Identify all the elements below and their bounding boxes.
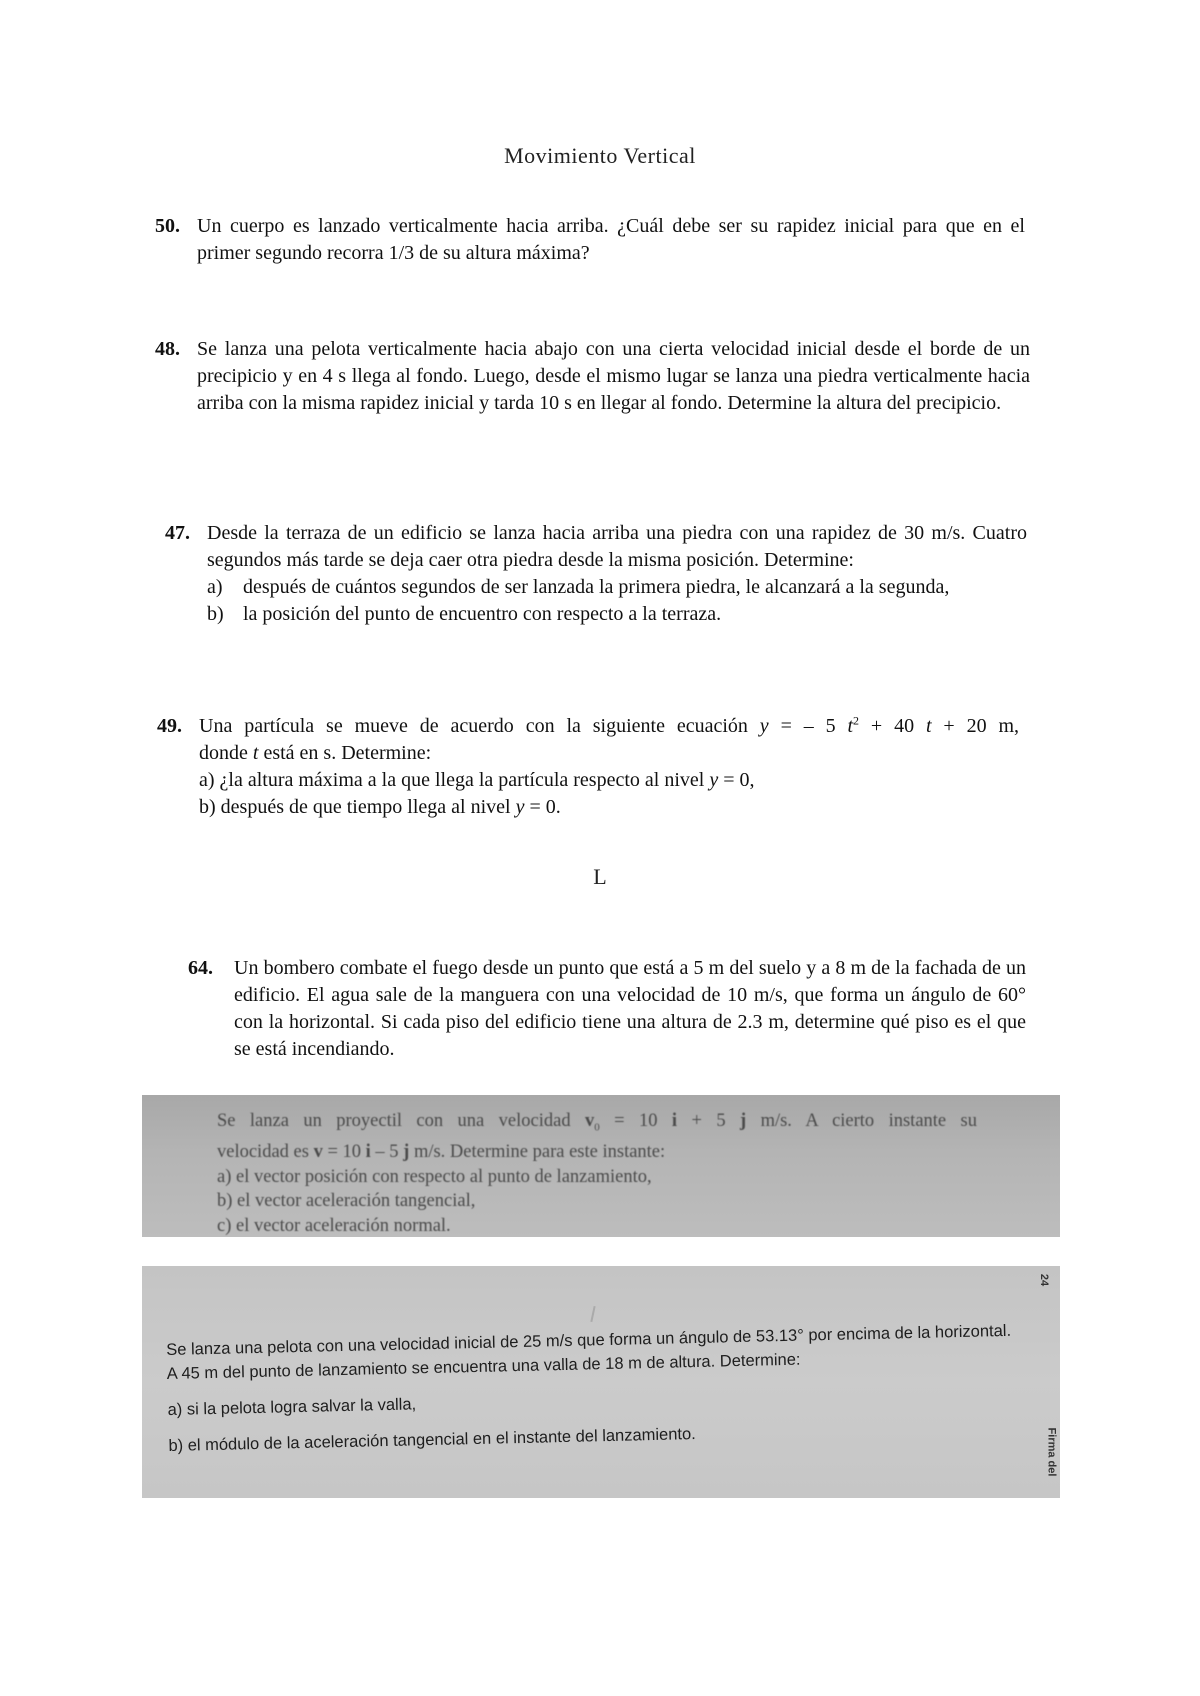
sub-item-b [199,794,1019,821]
var-t: t [847,715,854,737]
problem-47 [165,520,1027,628]
text-segment: + 20 m, [931,715,1020,737]
photo-ball-fence-problem [142,1266,1060,1498]
sub-item-a [199,767,1019,794]
problem-text: Un bombero combate el fuego desde un punto que está a 5 m del suelo y a 8 m de la fachada de un edificio. El agua sale de la manguera con una velocidad de 10 m/s, que forma un ángulo de 60° con la horizontal. Si cada piso del edificio tiene una altura de 2.3 m, determine qué piso es el que se está incendiando. [234,957,1026,1060]
text-segment: = – 5 [768,715,848,737]
item-label: b) [207,603,224,625]
text-line [217,1109,977,1140]
unit-i: i [365,1142,371,1163]
item-text: después de cuántos segundos de ser lanzada la primera piedra, le alcanzará a la segunda, [243,576,950,598]
text-segment: = 0, [718,769,755,791]
text-line [199,740,1019,767]
problem-number: 47. [165,522,190,544]
problem-48 [155,336,1030,417]
problem-number: 48. [155,338,180,360]
vector-v: v [313,1142,323,1163]
text-line: A 45 m del punto de lanzamiento se encuentra una valla de 18 m de altura. Determine: [166,1350,801,1383]
text-segment: donde [199,742,253,764]
var-t: t [252,742,259,764]
sub-item-a: a) el vector posición con respecto al punto de lanzamiento, [217,1166,652,1187]
text-segment: b) después de que tiempo llega al nivel [199,796,516,818]
text-line: Se lanza una pelota con una velocidad inicial de 25 m/s que forma un ángulo de 53.13° por encima de la horizontal. [166,1321,1012,1359]
item-text: la posición del punto de encuentro con respecto a la terraza. [243,603,722,625]
sub-item-c: c) el vector aceleración normal. [217,1215,451,1236]
side-label: Firma del [1045,1427,1058,1477]
photo-projectile-problem [142,1095,1060,1237]
text-segment: – 5 [370,1142,404,1163]
page-number: 24 [1037,1273,1050,1287]
var-t: t [925,715,932,737]
problem-text: Desde la terraza de un edificio se lanza hacia arriba una piedra con una rapidez de 30 m/s. Cuatro segundos más tarde se deja caer otra piedra desde la misma posición. Determine: [207,522,1027,571]
problem-number: 64. [188,957,213,979]
section-marker: L [593,864,607,889]
text-segment: = 10 [599,1111,672,1131]
var-y: y [515,796,525,818]
problem-50 [155,213,1025,267]
problem-text: Se lanza una pelota verticalmente hacia abajo con una cierta velocidad inicial desde el borde de un precipicio y en 4 s llega al fondo. Luego, desde el mismo lugar se lanza una piedra verticalmente hacia arriba con la misma rapidez inicial y tarda 10 s en llegar al fondo. Determine la altura del precipicio. [197,338,1030,414]
item-label: a) [207,576,223,598]
photo-text [166,1318,1048,1458]
var-y: y [709,769,719,791]
photo-smudge [590,1306,595,1322]
text-segment: + 40 [859,715,926,737]
text-segment: Se lanza un proyectil con una velocidad [217,1111,585,1131]
text-segment: a) ¿la altura máxima a la que llega la partícula respecto al nivel [199,769,710,791]
var-y: y [759,715,769,737]
problem-number: 50. [155,215,180,237]
problem-49 [157,713,1019,821]
text-segment: velocidad es [217,1142,314,1163]
equation-line [199,713,1019,740]
sub-item-b: b) el módulo de la aceleración tangencial en el instante del lanzamiento. [168,1425,696,1455]
unit-i: i [671,1111,678,1131]
problem-64 [188,955,1026,1063]
problem-number: 49. [157,715,182,737]
unit-j: j [403,1142,410,1163]
text-segment: está en s. Determine: [258,742,432,764]
sub-item-b [207,601,1027,628]
text-segment: m/s. Determine para este instante: [409,1142,666,1163]
text-segment: + 5 [677,1111,740,1131]
sub-item-a: a) si la pelota logra salvar la valla, [167,1395,417,1419]
text-segment: m/s. A cierto instante su [746,1111,977,1131]
photo-text [217,1109,977,1237]
problem-body [207,520,1027,628]
problem-body [199,713,1019,821]
problem-text: Un cuerpo es lanzado verticalmente hacia arriba. ¿Cuál debe ser su rapidez inicial para que en el primer segundo recorra 1/3 de su altura máxima? [197,215,1025,264]
sub-item-b: b) el vector aceleración tangencial, [217,1191,476,1212]
text-line [217,1140,977,1165]
text-segment: Una partícula se mueve de acuerdo con la siguiente ecuación [199,715,760,737]
exponent: 2 [853,713,860,728]
subscript: 0 [594,1121,600,1134]
vector-v: v [585,1111,595,1131]
sub-item-a [207,574,1027,601]
page-title: Movimiento Vertical [504,143,696,168]
text-segment: = 10 [322,1142,366,1163]
unit-j: j [739,1111,747,1131]
text-segment: = 0. [524,796,561,818]
